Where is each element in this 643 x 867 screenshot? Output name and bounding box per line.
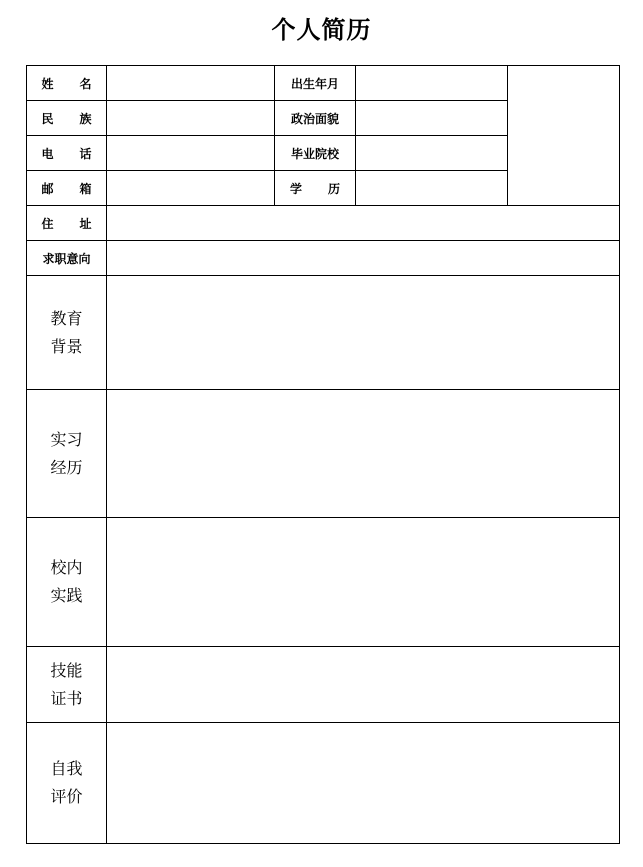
political-label: 政治面貌 <box>275 101 356 136</box>
internship-field[interactable] <box>107 390 620 518</box>
row-campus <box>27 518 620 647</box>
self-evaluation-field[interactable] <box>107 723 620 844</box>
email-field[interactable] <box>107 171 275 206</box>
phone-label: 电 话 <box>27 136 107 171</box>
school-field[interactable] <box>356 136 508 171</box>
row-objective <box>27 241 620 276</box>
photo-box[interactable] <box>508 66 620 206</box>
birth-field[interactable] <box>356 66 508 101</box>
degree-label: 学 历 <box>275 171 356 206</box>
page-title: 个人简历 <box>271 15 372 44</box>
name-field[interactable] <box>107 66 275 101</box>
row-internship <box>27 390 620 518</box>
self-evaluation-label: 自我 评价 <box>27 723 107 844</box>
degree-field[interactable] <box>356 171 508 206</box>
skills-field[interactable] <box>107 647 620 723</box>
ethnicity-label: 民 族 <box>27 101 107 136</box>
skills-label: 技能 证书 <box>27 647 107 723</box>
campus-label: 校内 实践 <box>27 518 107 647</box>
row-name <box>27 66 620 101</box>
ethnicity-field[interactable] <box>107 101 275 136</box>
school-label: 毕业院校 <box>275 136 356 171</box>
objective-label: 求职意向 <box>27 241 107 276</box>
internship-label: 实习 经历 <box>27 390 107 518</box>
row-education <box>27 276 620 390</box>
address-field[interactable] <box>107 206 620 241</box>
resume-table <box>26 65 620 844</box>
address-label: 住 址 <box>27 206 107 241</box>
birth-label: 出生年月 <box>275 66 356 101</box>
row-self-evaluation <box>27 723 620 844</box>
phone-field[interactable] <box>107 136 275 171</box>
education-field[interactable] <box>107 276 620 390</box>
campus-field[interactable] <box>107 518 620 647</box>
objective-field[interactable] <box>107 241 620 276</box>
education-label: 教育 背景 <box>27 276 107 390</box>
political-field[interactable] <box>356 101 508 136</box>
name-label: 姓 名 <box>27 66 107 101</box>
email-label: 邮 箱 <box>27 171 107 206</box>
row-address <box>27 206 620 241</box>
row-skills <box>27 647 620 723</box>
